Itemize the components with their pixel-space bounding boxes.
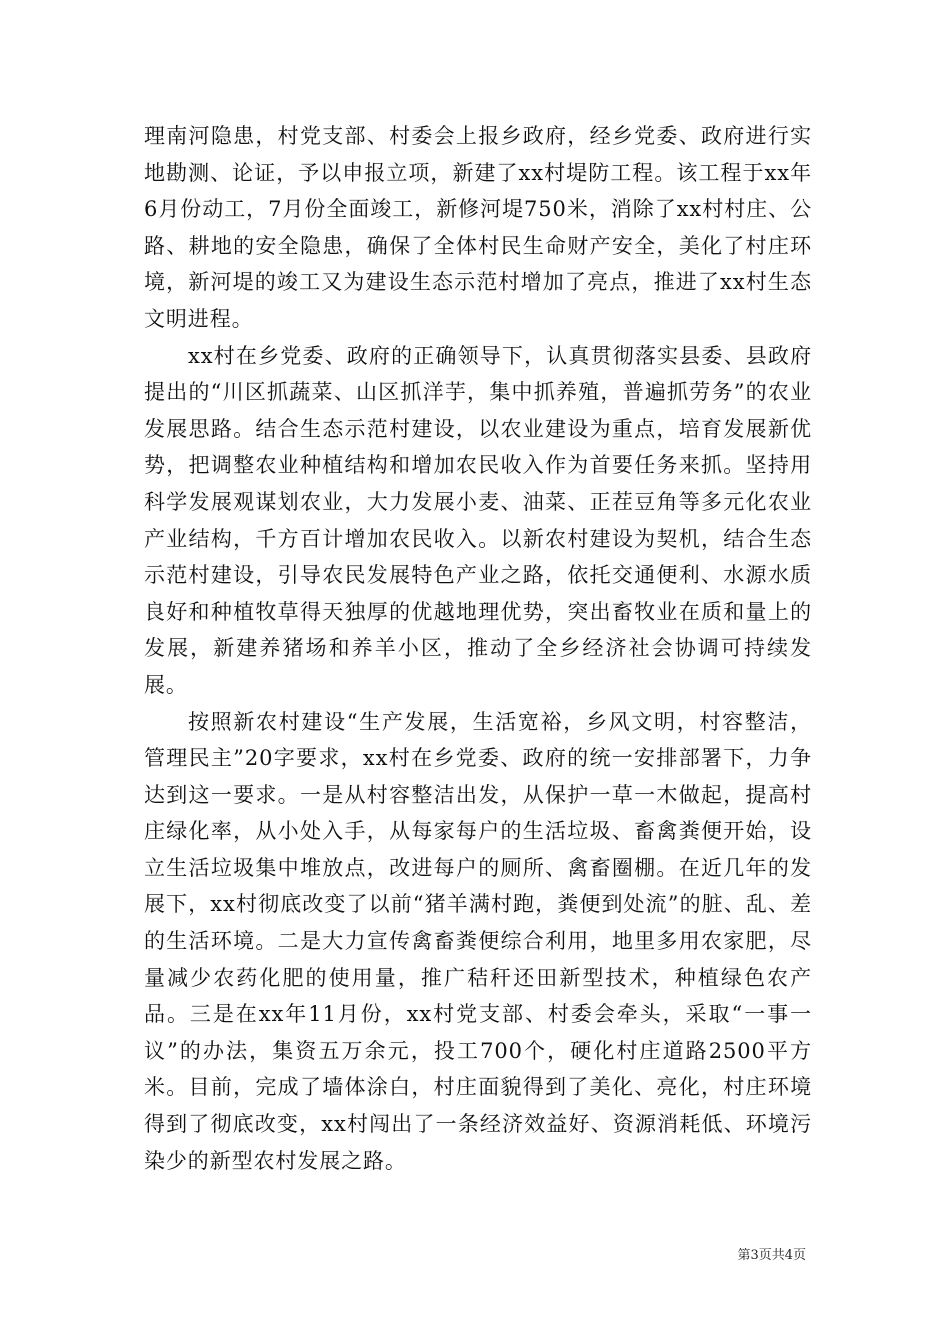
document-body (144, 118, 812, 1179)
paragraph-agriculture: xx村在乡党委、政府的正确领导下，认真贯彻落实县委、县政府提出的“川区抓蔬菜、山区抓洋芋，集中抓养殖，普遍抓劳务”的农业发展思路。结合生态示范村建设，以农业建设为重点，培育发展新优势，把调整农业种植结构和增加农民收入作为首要任务来抓。坚持用科学发展观谋划农业，大力发展小麦、油菜、正茬豆角等多元化农业产业结构，千方百计增加农民收入。以新农村建设为契机，结合生态示范村建设，引导农民发展特色产业之路，依托交通便利、水源水质良好和种植牧草得天独厚的优越地理优势，突出畜牧业在质和量上的发展，新建养猪场和养羊小区，推动了全乡经济社会协调可持续发展。 (144, 343, 812, 697)
page-number: 第3页共4页 (737, 1248, 806, 1263)
paragraph-continuation: 理南河隐患，村党支部、村委会上报乡政府，经乡党委、政府进行实地勘测、论证，予以申报立项，新建了xx村堤防工程。该工程于xx年6月份动工，7月份全面竣工，新修河堤750米，消除了xx村村庄、公路、耕地的安全隐患，确保了全体村民生命财产安全，美化了村庄环境，新河堤的竣工又为建设生态示范村增加了亮点，推进了xx村生态文明进程。 (144, 124, 812, 331)
paragraph-village-environment: 按照新农村建设“生产发展，生活宽裕，乡风文明，村容整洁，管理民主”20字要求，xx村在乡党委、政府的统一安排部署下，力争达到这一要求。一是从村容整洁出发，从保护一草一木做起，提高村庄绿化率，从小处入手，从每家每户的生活垃圾、畜禽粪便开始，设立生活垃圾集中堆放点，改进每户的厕所、禽畜圈棚。在近几年的发展下，xx村彻底改变了以前“猪羊满村跑，粪便到处流”的脏、乱、差的生活环境。二是大力宣传禽畜粪便综合利用，地里多用农家肥，尽量减少农药化肥的使用量，推广秸秆还田新型技术，种植绿色农产品。三是在xx年11月份，xx村党支部、村委会牵头，采取“一事一议”的办法，集资五万余元，投工700个，硬化村庄道路2500平方米。目前，完成了墙体涂白，村庄面貌得到了美化、亮化，村庄环境得到了彻底改变，xx村闯出了一条经济效益好、资源消耗低、环境污染少的新型农村发展之路。 (144, 709, 812, 1173)
